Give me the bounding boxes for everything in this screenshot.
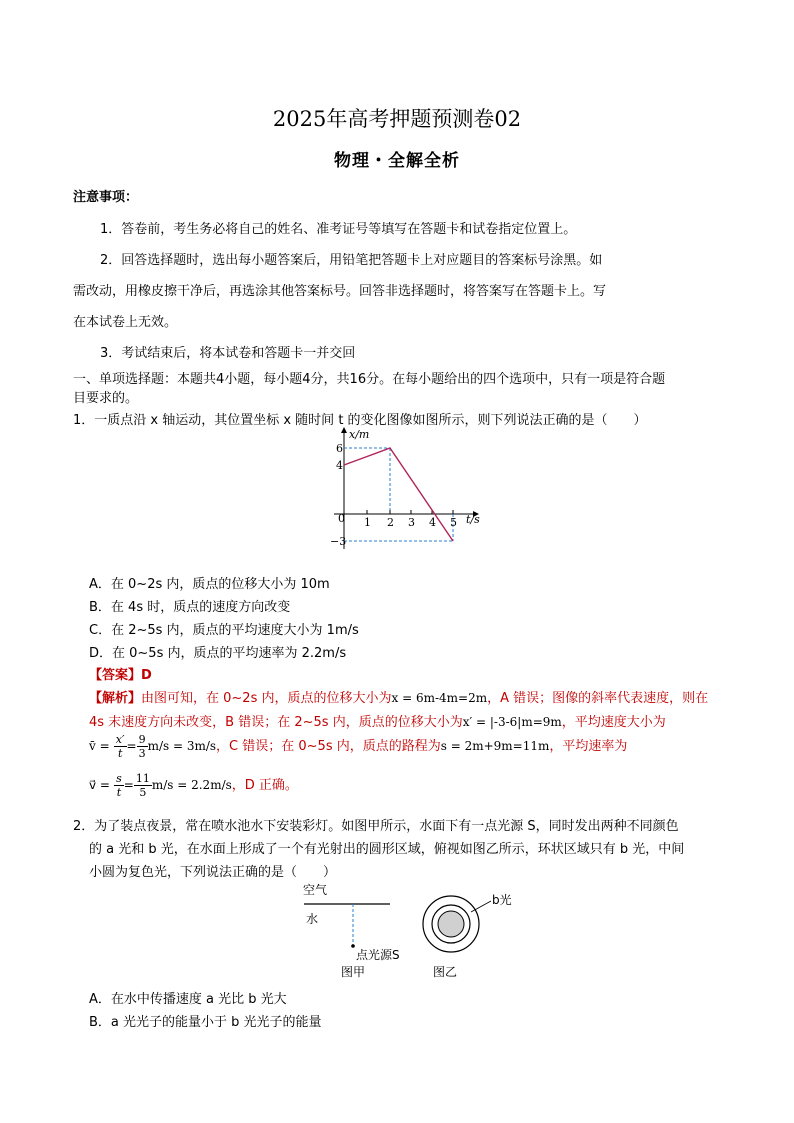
notice-item-2-line-2: 需改动，用橡皮擦干净后，再选涂其他答案标号。回答非选择题时，将答案写在答题卡上。写 <box>73 284 607 299</box>
x-tick-3: 3 <box>408 516 415 529</box>
page-subtitle: 物理・全解全析 <box>334 151 460 171</box>
notice-item-2-line-1: 2．回答选择题时，选出每小题答案后，用铅笔把答题卡上对应题目的答案标号涂黑。如 <box>100 253 603 268</box>
page-title: 2025年高考押题预测卷02 <box>272 107 522 131</box>
eq1-prefix: v̄ = <box>89 739 110 753</box>
y-tick-4: 4 <box>336 459 343 472</box>
q1-option-d: D．在 0~5s 内，质点的平均速率为 2.2m/s <box>89 646 347 661</box>
q1-stem: 1．一质点沿 x 轴运动，其位置坐标 x 随时间 t 的变化图像如图所示，则下列说法正确的是（ ） <box>73 413 647 428</box>
light-source-dot <box>351 944 355 948</box>
x-axis-label: t/s <box>466 513 480 526</box>
q2-option-b: B．a 光光子的能量小于 b 光光子的能量 <box>89 1015 322 1030</box>
section-heading-line-2: 目要求的。 <box>73 391 139 406</box>
q1-option-b: B．在 4s 时，质点的速度方向改变 <box>89 600 291 615</box>
eq2-result: m/s = 2.2m/s <box>151 778 232 792</box>
x-tick-5: 5 <box>450 516 457 529</box>
analysis-eq-2: x′ = |-3-6|m=9m <box>462 715 562 729</box>
y-tick-neg3: −3 <box>330 535 347 548</box>
analysis-text-2: 4s 末速度方向未改变，B 错误；在 2~5s 内，质点的位移大小为 <box>89 715 463 730</box>
q1-analysis-line-3 <box>89 733 627 760</box>
b-light-pointer <box>471 901 491 912</box>
fig-yi-caption: 图乙 <box>433 965 458 979</box>
eq1-frac-1: $\frac{x'}{t}$ <box>115 733 125 760</box>
inner-circle <box>438 911 464 937</box>
x-tick-4: 4 <box>429 516 436 529</box>
water-label: 水 <box>306 912 319 926</box>
y-tick-6: 6 <box>336 442 343 455</box>
q1-xt-graph <box>300 422 500 557</box>
eq2-frac-2: $\frac{11}{5}$ <box>135 772 150 799</box>
eq1-result: m/s = 3m/s <box>147 739 217 753</box>
notice-item-1: 1．答卷前，考生务必将自己的姓名、准考证号等填写在答题卡和试卷指定位置上。 <box>100 222 577 237</box>
air-label: 空气 <box>303 883 328 897</box>
analysis-text-2-tail: ，平均速度大小为 <box>561 715 666 730</box>
eq2-prefix: v⃗ = <box>89 778 110 792</box>
q1-analysis-line-1 <box>89 687 708 706</box>
origin-label: 0 <box>338 512 345 525</box>
notice-item-2-line-3: 在本试卷上无效。 <box>73 315 178 330</box>
analysis-label: 【解析】 <box>89 691 142 706</box>
q2-stem-line-2: 的 a 光和 b 光，在水面上形成了一个有光射出的圆形区域，俯视如图乙所示，环状区域只有 b 光，中间 <box>89 842 685 857</box>
section-heading-line-1: 一、单项选择题：本题共4小题，每小题4分，共16分。在每小题给出的四个选项中，只有一项是符合题 <box>73 372 666 387</box>
b-light-label: b光 <box>492 893 512 907</box>
notice-item-3: 3．考试结束后，将本试卷和答题卡一并交回 <box>100 346 356 361</box>
q1-answer: 【答案】D <box>89 668 152 683</box>
q2-figure-yi <box>415 880 525 980</box>
analysis-text-3: ，C 错误；在 0~5s 内，质点的路程为 <box>216 739 441 754</box>
analysis-text-1-tail: ，A 错误；图像的斜率代表速度，则在 <box>487 691 709 706</box>
analysis-text-3-end: ，平均速率为 <box>549 739 628 754</box>
eq1-frac-2: $\frac{9}{3}$ <box>138 733 146 760</box>
q2-stem-line-1: 2．为了装点夜景，常在喷水池水下安装彩灯。如图甲所示，水面下有一点光源 S，同时发出两种不同颜色 <box>73 819 679 834</box>
fig-jia-caption: 图甲 <box>341 965 366 979</box>
source-label: 点光源S <box>356 948 400 962</box>
xt-line <box>344 448 453 541</box>
x-tick-1: 1 <box>364 516 371 529</box>
y-axis-label: x/m <box>349 428 370 441</box>
eq1-mid: = <box>126 739 137 753</box>
q1-option-c: C．在 2~5s 内，质点的平均速度大小为 1m/s <box>89 623 359 638</box>
analysis-eq-1: x = 6m-4m=2m <box>391 691 488 705</box>
q2-figure-jia <box>290 880 420 980</box>
q1-analysis-line-2 <box>89 711 666 730</box>
q1-analysis-line-4 <box>89 772 298 799</box>
q1-option-a: A．在 0~2s 内，质点的位移大小为 10m <box>89 577 330 592</box>
notice-heading: 注意事项： <box>73 190 139 205</box>
x-tick-2: 2 <box>387 516 394 529</box>
analysis-end: ，D 正确。 <box>231 778 298 793</box>
eq2-mid: = <box>123 778 134 792</box>
q2-option-a: A．在水中传播速度 a 光比 b 光大 <box>89 992 287 1007</box>
q2-stem-line-3: 小圆为复色光，下列说法正确的是（ ） <box>89 865 337 880</box>
analysis-eq-3: s = 2m+9m=11m <box>440 739 550 753</box>
eq2-frac-1: $\frac{s}{t}$ <box>116 772 122 799</box>
analysis-text-1: 由图可知，在 0~2s 内，质点的位移大小为 <box>141 691 392 706</box>
